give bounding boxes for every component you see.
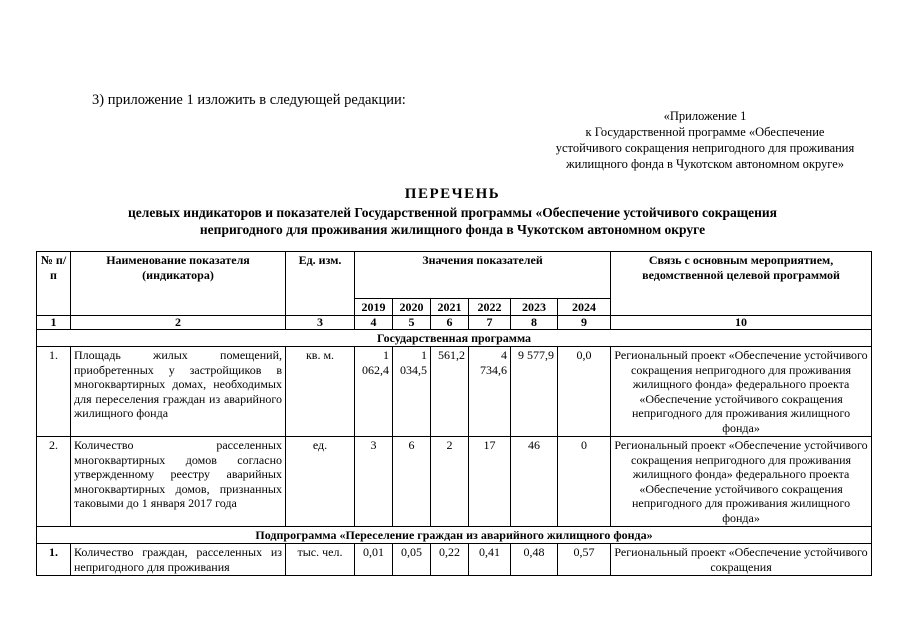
row-name: Количество расселенных многоквартирных домов согласно утвержденному реестру аварийных многоквартирных домов, признанных таковыми до 1 января 2017 года — [71, 437, 286, 527]
year-cell: 2024 — [558, 299, 611, 316]
header-link: Связь с основным мероприятием, ведомственной целевой программой — [611, 252, 872, 316]
document-title: ПЕРЕЧЕНЬ — [404, 186, 501, 202]
row-value: 561,2 — [431, 347, 469, 437]
intro-text: 3) приложение 1 изложить в следующей редакции: — [92, 92, 406, 108]
row-value: 17 — [469, 437, 511, 527]
row-unit: кв. м. — [286, 347, 355, 437]
colnum-cell: 3 — [286, 316, 355, 330]
row-value: 0,41 — [469, 544, 511, 576]
colnum-cell: 2 — [71, 316, 286, 330]
row-value: 9 577,9 — [511, 347, 558, 437]
colnum-cell: 1 — [37, 316, 71, 330]
subtitle-line: непригодного для проживания жилищного фонда в Чукотском автономном округе — [199, 222, 706, 237]
row-value: 0,05 — [393, 544, 431, 576]
row-num: 1. — [37, 347, 71, 437]
document-subtitle — [60, 204, 845, 238]
colnum-cell: 8 — [511, 316, 558, 330]
row-value: 3 — [355, 437, 393, 527]
row-value: 0,22 — [431, 544, 469, 576]
row-num: 1. — [37, 544, 71, 576]
row-unit: ед. — [286, 437, 355, 527]
header-name: Наименование показателя (индикатора) — [71, 252, 286, 316]
colnum-cell: 10 — [611, 316, 872, 330]
row-value: 2 — [431, 437, 469, 527]
row-value: 0,0 — [558, 347, 611, 437]
row-value: 6 — [393, 437, 431, 527]
header-unit: Ед. изм. — [286, 252, 355, 316]
row-value: 0,57 — [558, 544, 611, 576]
row-value: 4 734,6 — [469, 347, 511, 437]
colnum-cell: 6 — [431, 316, 469, 330]
table-row — [37, 544, 872, 576]
appendix-line: к Государственной программе «Обеспечение — [585, 125, 825, 139]
row-value: 46 — [511, 437, 558, 527]
row-link: Региональный проект «Обеспечение устойчивого сокращения непригодного для проживания жилищного фонда» федерального проекта «Обеспечение устойчивого сокращения непригодного для проживания жилищного фонда» — [611, 347, 872, 437]
section-title: Государственная программа — [37, 330, 872, 347]
row-num: 2. — [37, 437, 71, 527]
indicators-table — [36, 251, 872, 576]
row-value: 0,48 — [511, 544, 558, 576]
year-cell: 2022 — [469, 299, 511, 316]
section-row — [37, 527, 872, 544]
colnum-cell: 7 — [469, 316, 511, 330]
appendix-line: жилищного фонда в Чукотском автономном округе» — [565, 157, 845, 171]
row-value: 1 034,5 — [393, 347, 431, 437]
appendix-line: «Приложение 1 — [663, 109, 747, 123]
subtitle-line: целевых индикаторов и показателей Государственной программы «Обеспечение устойчивого сокращения — [128, 205, 777, 220]
table-header-row — [37, 252, 872, 299]
section-row — [37, 330, 872, 347]
row-name: Количество граждан, расселенных из непригодного для проживания — [71, 544, 286, 576]
colnum-cell: 4 — [355, 316, 393, 330]
year-cell: 2019 — [355, 299, 393, 316]
appendix-line: устойчивого сокращения непригодного для проживания — [555, 141, 855, 155]
row-unit: тыс. чел. — [286, 544, 355, 576]
year-cell: 2023 — [511, 299, 558, 316]
colnum-cell: 5 — [393, 316, 431, 330]
row-value: 0 — [558, 437, 611, 527]
header-values: Значения показателей — [355, 252, 611, 299]
row-link: Региональный проект «Обеспечение устойчивого сокращения непригодного для проживания жилищного фонда» федерального проекта «Обеспечение устойчивого сокращения непригодного для проживания жилищного фонда» — [611, 437, 872, 527]
row-value: 0,01 — [355, 544, 393, 576]
year-cell: 2021 — [431, 299, 469, 316]
section-title: Подпрограмма «Переселение граждан из аварийного жилищного фонда» — [37, 527, 872, 544]
table-row — [37, 437, 872, 527]
header-num: № п/п — [37, 252, 71, 316]
colnum-cell: 9 — [558, 316, 611, 330]
row-link: Региональный проект «Обеспечение устойчивого сокращения — [611, 544, 872, 576]
table-row — [37, 347, 872, 437]
row-value: 1 062,4 — [355, 347, 393, 437]
column-numbers-row — [37, 316, 872, 330]
appendix-note — [540, 108, 870, 172]
year-cell: 2020 — [393, 299, 431, 316]
row-name: Площадь жилых помещений, приобретенных у застройщиков в многоквартирных домах, необходимых для переселения граждан из аварийного жилищного фонда — [71, 347, 286, 437]
